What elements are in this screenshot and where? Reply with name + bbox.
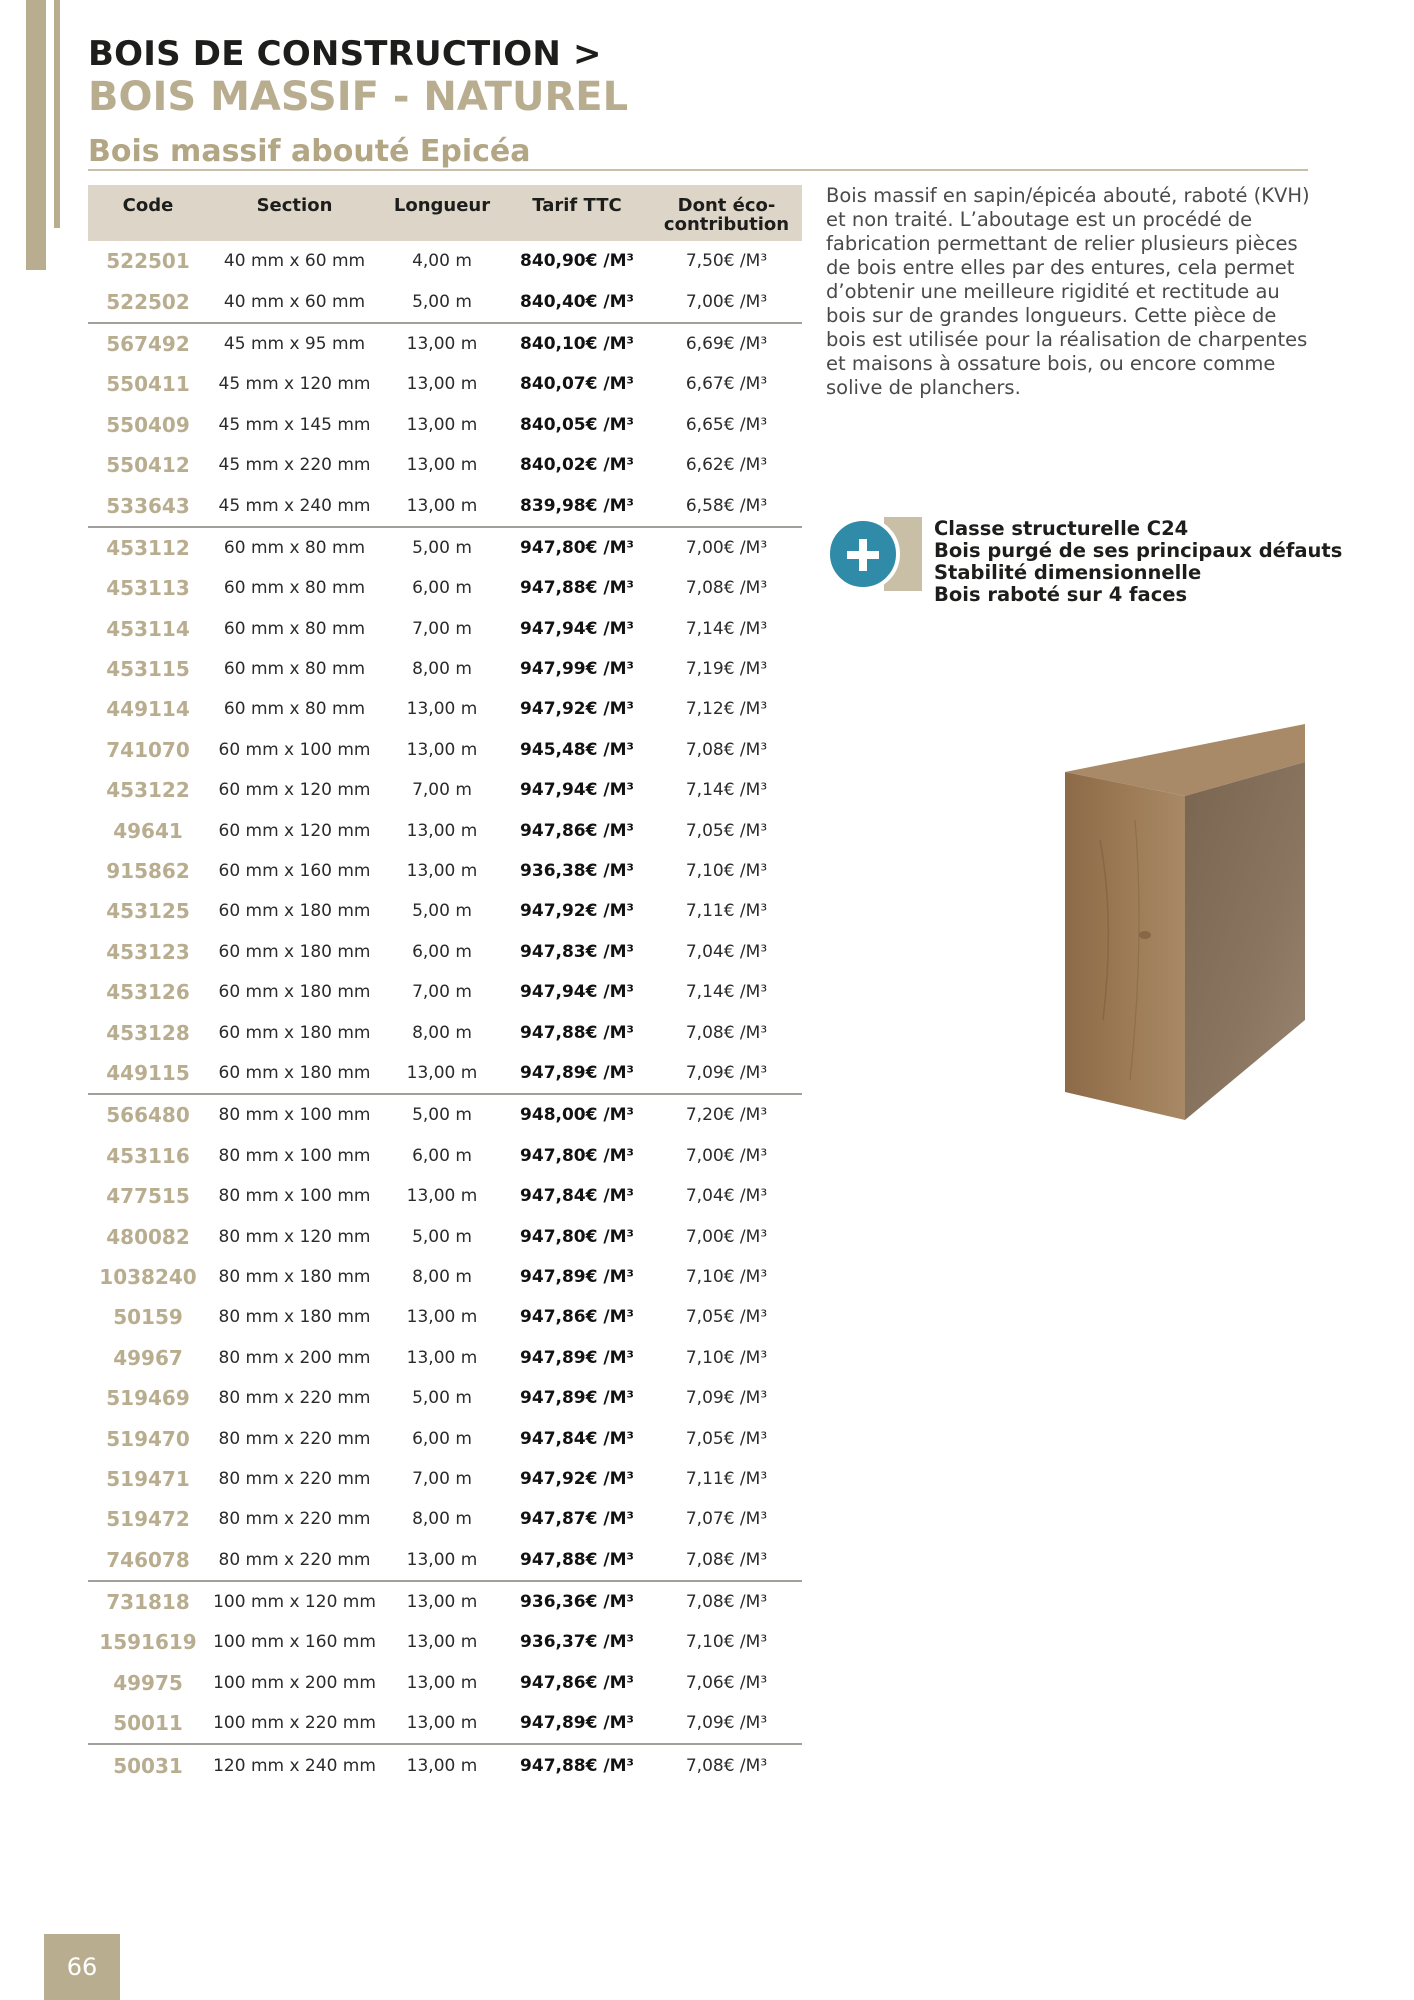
length-cell: 7,00 m	[412, 1468, 472, 1489]
length-cell: 8,00 m	[412, 1509, 472, 1530]
section-cell: 80 mm x 100 mm	[218, 1105, 371, 1126]
price-cell: 947,89€ /M³	[520, 1266, 634, 1287]
feature-item: Bois raboté sur 4 faces	[934, 583, 1188, 606]
price-cell: 947,89€ /M³	[520, 1388, 634, 1409]
product-code: 1591619	[99, 1630, 197, 1655]
table-row	[88, 1053, 802, 1093]
table-row	[88, 689, 802, 729]
length-cell: 13,00 m	[406, 861, 478, 882]
price-cell: 947,89€ /M³	[520, 1063, 634, 1083]
section-cell: 60 mm x 180 mm	[218, 1063, 371, 1083]
length-cell: 13,00 m	[406, 455, 478, 476]
section-cell: 80 mm x 220 mm	[218, 1428, 371, 1449]
product-code: 550411	[106, 372, 190, 397]
section-cell: 60 mm x 120 mm	[218, 780, 371, 801]
price-cell: 840,40€ /M³	[520, 291, 634, 312]
price-cell: 948,00€ /M³	[520, 1105, 634, 1126]
eco-contribution-cell: 7,00€ /M³	[685, 537, 768, 558]
price-cell: 947,88€ /M³	[520, 1755, 634, 1776]
product-code: 522501	[106, 249, 190, 274]
section-cell: 60 mm x 120 mm	[218, 820, 371, 841]
price-cell: 840,05€ /M³	[520, 414, 634, 435]
product-code: 519470	[106, 1426, 190, 1451]
length-cell: 13,00 m	[406, 333, 478, 354]
length-cell: 13,00 m	[406, 1186, 478, 1207]
length-cell: 4,00 m	[412, 251, 472, 272]
price-cell: 936,36€ /M³	[520, 1592, 634, 1613]
product-description: Bois massif en sapin/épicéa abouté, raboté (KVH) et non traité. L’aboutage est un procédé de fabrication permettant de relier plusieurs pièces de bois entre elles par des entures, cela permet d’obtenir une meilleure rigidité et rectitude au bois sur de grandes longueurs. Cette pièce de bois est utilisée pour la réalisation de charpentes et maisons à ossature bois, ou encore comme solive de planchers.	[826, 184, 1310, 399]
table-row	[88, 364, 802, 404]
eco-contribution-cell: 7,12€ /M³	[685, 699, 768, 720]
product-code: 746078	[106, 1547, 190, 1572]
feature-list	[934, 518, 1342, 606]
table-row	[88, 1540, 802, 1580]
eco-contribution-cell: 7,04€ /M³	[685, 941, 768, 962]
table-row	[88, 1580, 802, 1622]
product-code: 49641	[113, 818, 183, 843]
length-cell: 8,00 m	[412, 659, 472, 680]
product-code: 566480	[106, 1103, 190, 1128]
length-cell: 5,00 m	[412, 1388, 472, 1409]
eco-contribution-cell: 7,09€ /M³	[685, 1388, 768, 1409]
length-cell: 6,00 m	[412, 1145, 472, 1166]
eco-contribution-cell: 7,10€ /M³	[685, 861, 768, 882]
table-row	[88, 1743, 802, 1785]
table-row	[88, 1012, 802, 1052]
length-cell: 7,00 m	[412, 618, 472, 639]
length-cell: 13,00 m	[406, 1632, 478, 1653]
page-title: BOIS MASSIF - NATUREL	[88, 74, 629, 120]
length-cell: 5,00 m	[412, 1105, 472, 1126]
eco-contribution-cell: 7,00€ /M³	[685, 1226, 768, 1247]
length-cell: 13,00 m	[406, 699, 478, 720]
plus-icon	[826, 517, 900, 591]
subtitle-divider	[88, 169, 1308, 171]
eco-contribution-cell: 7,05€ /M³	[685, 1307, 768, 1328]
eco-contribution-cell: 7,10€ /M³	[685, 1266, 768, 1287]
length-cell: 7,00 m	[412, 780, 472, 801]
length-cell: 13,00 m	[406, 495, 478, 516]
length-cell: 5,00 m	[412, 537, 472, 558]
table-row	[88, 322, 802, 364]
price-cell: 947,89€ /M³	[520, 1347, 634, 1368]
eco-contribution-cell: 6,62€ /M³	[685, 455, 768, 476]
feature-item: Bois purgé de ses principaux défauts	[934, 539, 1343, 562]
product-code: 453125	[106, 899, 190, 924]
eco-contribution-cell: 7,05€ /M³	[685, 820, 768, 841]
section-cell: 60 mm x 180 mm	[218, 982, 371, 1003]
length-cell: 13,00 m	[406, 374, 478, 395]
section-cell: 60 mm x 180 mm	[218, 901, 371, 922]
table-row	[88, 281, 802, 321]
eco-contribution-cell: 7,14€ /M³	[685, 780, 768, 801]
eco-contribution-cell: 6,67€ /M³	[685, 374, 768, 395]
price-cell: 947,92€ /M³	[520, 699, 634, 720]
price-cell: 947,89€ /M³	[520, 1713, 634, 1734]
price-cell: 840,90€ /M³	[520, 251, 634, 272]
product-code: 480082	[106, 1224, 190, 1249]
section-cell: 80 mm x 220 mm	[218, 1549, 371, 1570]
eco-contribution-cell: 7,05€ /M³	[685, 1428, 768, 1449]
product-code: 50159	[113, 1305, 183, 1330]
section-cell: 60 mm x 180 mm	[218, 1022, 371, 1043]
product-code: 50031	[113, 1753, 183, 1778]
product-code: 519471	[106, 1466, 190, 1491]
length-cell: 6,00 m	[412, 941, 472, 962]
eco-contribution-cell: 7,08€ /M³	[685, 739, 768, 760]
price-cell: 840,07€ /M³	[520, 374, 634, 395]
price-cell: 839,98€ /M³	[520, 495, 634, 516]
eco-contribution-cell: 7,14€ /M³	[685, 982, 768, 1003]
table-row	[88, 1459, 802, 1499]
length-cell: 13,00 m	[406, 1592, 478, 1613]
eco-contribution-cell: 6,58€ /M³	[685, 495, 768, 516]
section-cell: 80 mm x 220 mm	[218, 1388, 371, 1409]
advantages-badge	[826, 517, 922, 591]
eco-contribution-cell: 7,08€ /M³	[685, 578, 768, 599]
price-cell: 947,99€ /M³	[520, 659, 634, 680]
product-code: 533643	[106, 493, 190, 518]
length-cell: 13,00 m	[406, 1307, 478, 1328]
section-cell: 60 mm x 80 mm	[223, 578, 366, 599]
page-number: 66	[44, 1934, 120, 2000]
section-cell: 45 mm x 120 mm	[218, 374, 371, 395]
price-cell: 947,80€ /M³	[520, 1226, 634, 1247]
eco-contribution-cell: 7,10€ /M³	[685, 1632, 768, 1653]
eco-contribution-cell: 7,50€ /M³	[685, 251, 768, 272]
section-cell: 80 mm x 180 mm	[218, 1307, 371, 1328]
length-cell: 5,00 m	[412, 901, 472, 922]
product-code: 550409	[106, 412, 190, 437]
product-code: 49975	[113, 1670, 183, 1695]
header-eco-contribution	[651, 185, 802, 234]
section-cell: 100 mm x 220 mm	[213, 1713, 376, 1734]
section-cell: 80 mm x 220 mm	[218, 1468, 371, 1489]
table-row	[88, 1176, 802, 1216]
eco-contribution-cell: 7,09€ /M³	[685, 1063, 768, 1083]
length-cell: 13,00 m	[406, 1063, 478, 1083]
price-cell: 947,94€ /M³	[520, 982, 634, 1003]
section-cell: 80 mm x 220 mm	[218, 1509, 371, 1530]
length-cell: 13,00 m	[406, 1549, 478, 1570]
table-row	[88, 891, 802, 931]
table-row	[88, 1338, 802, 1378]
section-cell: 40 mm x 60 mm	[223, 251, 366, 272]
price-cell: 947,86€ /M³	[520, 820, 634, 841]
price-cell: 936,37€ /M³	[520, 1632, 634, 1653]
table-row	[88, 1378, 802, 1418]
eco-contribution-cell: 7,19€ /M³	[685, 659, 768, 680]
product-code: 567492	[106, 331, 190, 356]
table-row	[88, 405, 802, 445]
product-code: 453112	[106, 535, 190, 560]
table-row	[88, 932, 802, 972]
section-cell: 60 mm x 180 mm	[218, 941, 371, 962]
section-cell: 60 mm x 80 mm	[223, 659, 366, 680]
price-cell: 947,86€ /M³	[520, 1672, 634, 1693]
price-cell: 947,84€ /M³	[520, 1186, 634, 1207]
eco-contribution-cell: 7,11€ /M³	[685, 1468, 768, 1489]
eco-contribution-cell: 7,14€ /M³	[685, 618, 768, 639]
product-code: 453128	[106, 1020, 190, 1045]
product-code: 522502	[106, 289, 190, 314]
section-cell: 60 mm x 160 mm	[218, 861, 371, 882]
decorative-bar	[26, 0, 46, 270]
section-cell: 60 mm x 80 mm	[223, 618, 366, 639]
header-section: Section	[256, 195, 333, 216]
table-row	[88, 770, 802, 810]
table-row	[88, 730, 802, 770]
eco-contribution-cell: 7,08€ /M³	[685, 1755, 768, 1776]
table-row	[88, 1663, 802, 1703]
price-cell: 947,83€ /M³	[520, 941, 634, 962]
eco-contribution-cell: 7,07€ /M³	[685, 1509, 768, 1530]
eco-contribution-cell: 6,69€ /M³	[685, 333, 768, 354]
product-code: 731818	[106, 1590, 190, 1615]
eco-contribution-cell: 7,08€ /M³	[685, 1592, 768, 1613]
length-cell: 13,00 m	[406, 414, 478, 435]
eco-contribution-cell: 7,00€ /M³	[685, 1145, 768, 1166]
eco-contribution-cell: 7,06€ /M³	[685, 1672, 768, 1693]
product-code: 477515	[106, 1184, 190, 1209]
product-code: 519469	[106, 1386, 190, 1411]
product-code: 453123	[106, 939, 190, 964]
product-code: 50011	[113, 1711, 183, 1736]
product-code: 453126	[106, 980, 190, 1005]
table-row	[88, 1297, 802, 1337]
price-cell: 947,88€ /M³	[520, 1022, 634, 1043]
eco-contribution-cell: 7,10€ /M³	[685, 1347, 768, 1368]
table-row	[88, 445, 802, 485]
eco-contribution-cell: 7,04€ /M³	[685, 1186, 768, 1207]
table-row	[88, 1216, 802, 1256]
eco-contribution-cell: 7,08€ /M³	[685, 1022, 768, 1043]
section-cell: 80 mm x 100 mm	[218, 1186, 371, 1207]
price-cell: 947,94€ /M³	[520, 780, 634, 801]
price-cell: 947,84€ /M³	[520, 1428, 634, 1449]
header-longueur: Longueur	[393, 195, 491, 216]
product-code: 550412	[106, 453, 190, 478]
table-row	[88, 1622, 802, 1662]
product-code: 49967	[113, 1345, 183, 1370]
header-eco-line2: contribution	[663, 214, 790, 235]
price-cell: 947,92€ /M³	[520, 1468, 634, 1489]
table-row	[88, 568, 802, 608]
table-row	[88, 972, 802, 1012]
price-cell: 936,38€ /M³	[520, 861, 634, 882]
length-cell: 13,00 m	[406, 1713, 478, 1734]
category-title: BOIS DE CONSTRUCTION >	[88, 34, 602, 74]
section-cell: 45 mm x 95 mm	[223, 333, 366, 354]
product-code: 915862	[106, 859, 190, 884]
section-cell: 45 mm x 220 mm	[218, 455, 371, 476]
section-cell: 80 mm x 180 mm	[218, 1266, 371, 1287]
price-cell: 947,92€ /M³	[520, 901, 634, 922]
section-cell: 80 mm x 100 mm	[218, 1145, 371, 1166]
product-code: 453122	[106, 778, 190, 803]
table-row	[88, 810, 802, 850]
section-cell: 40 mm x 60 mm	[223, 291, 366, 312]
product-code: 453116	[106, 1143, 190, 1168]
table-row	[88, 649, 802, 689]
section-cell: 100 mm x 160 mm	[213, 1632, 376, 1653]
decorative-bar-thin	[54, 0, 60, 228]
table-header	[88, 185, 802, 241]
table-row	[88, 851, 802, 891]
eco-contribution-cell: 7,00€ /M³	[685, 291, 768, 312]
length-cell: 5,00 m	[412, 291, 472, 312]
section-cell: 45 mm x 145 mm	[218, 414, 371, 435]
table-row	[88, 241, 802, 281]
product-code: 519472	[106, 1507, 190, 1532]
timber-beam-image	[1005, 720, 1315, 1140]
price-table	[88, 185, 802, 1786]
table-body	[88, 241, 802, 1786]
feature-item: Stabilité dimensionnelle	[934, 561, 1202, 584]
section-cell: 45 mm x 240 mm	[218, 495, 371, 516]
product-code: 1038240	[99, 1264, 197, 1289]
length-cell: 5,00 m	[412, 1226, 472, 1247]
product-code: 453114	[106, 616, 190, 641]
price-cell: 947,88€ /M³	[520, 1549, 634, 1570]
table-row	[88, 1136, 802, 1176]
price-cell: 947,80€ /M³	[520, 537, 634, 558]
product-code: 453113	[106, 576, 190, 601]
price-cell: 947,87€ /M³	[520, 1509, 634, 1530]
price-cell: 947,94€ /M³	[520, 618, 634, 639]
section-cell: 60 mm x 100 mm	[218, 739, 371, 760]
table-row	[88, 609, 802, 649]
header-eco-line1: Dont éco-	[677, 195, 776, 216]
section-cell: 120 mm x 240 mm	[213, 1755, 376, 1776]
section-cell: 60 mm x 80 mm	[223, 699, 366, 720]
product-code: 449114	[106, 697, 190, 722]
price-cell: 840,02€ /M³	[520, 455, 634, 476]
length-cell: 13,00 m	[406, 1672, 478, 1693]
length-cell: 8,00 m	[412, 1022, 472, 1043]
section-cell: 80 mm x 200 mm	[218, 1347, 371, 1368]
section-cell: 100 mm x 120 mm	[213, 1592, 376, 1613]
price-cell: 840,10€ /M³	[520, 333, 634, 354]
section-cell: 60 mm x 80 mm	[223, 537, 366, 558]
feature-item: Classe structurelle C24	[934, 517, 1189, 540]
price-cell: 947,86€ /M³	[520, 1307, 634, 1328]
product-code: 449115	[106, 1061, 190, 1085]
price-cell: 947,88€ /M³	[520, 578, 634, 599]
section-cell: 80 mm x 120 mm	[218, 1226, 371, 1247]
eco-contribution-cell: 7,09€ /M³	[685, 1713, 768, 1734]
section-cell: 100 mm x 200 mm	[213, 1672, 376, 1693]
price-cell: 945,48€ /M³	[520, 739, 634, 760]
length-cell: 6,00 m	[412, 578, 472, 599]
table-row	[88, 1703, 802, 1743]
table-row	[88, 1093, 802, 1135]
table-row	[88, 1257, 802, 1297]
table-row	[88, 526, 802, 568]
header-tarif: Tarif TTC	[532, 195, 622, 216]
product-code: 453115	[106, 657, 190, 682]
eco-contribution-cell: 7,11€ /M³	[685, 901, 768, 922]
length-cell: 13,00 m	[406, 1755, 478, 1776]
table-row	[88, 1499, 802, 1539]
eco-contribution-cell: 7,20€ /M³	[685, 1105, 768, 1126]
eco-contribution-cell: 7,08€ /M³	[685, 1549, 768, 1570]
length-cell: 8,00 m	[412, 1266, 472, 1287]
product-code: 741070	[106, 737, 190, 762]
price-cell: 947,80€ /M³	[520, 1145, 634, 1166]
length-cell: 7,00 m	[412, 982, 472, 1003]
length-cell: 13,00 m	[406, 739, 478, 760]
length-cell: 13,00 m	[406, 1347, 478, 1368]
length-cell: 6,00 m	[412, 1428, 472, 1449]
table-row	[88, 1418, 802, 1458]
header-code: Code	[122, 195, 174, 216]
table-row	[88, 485, 802, 525]
eco-contribution-cell: 6,65€ /M³	[685, 414, 768, 435]
section-subtitle: Bois massif abouté Epicéa	[88, 134, 531, 169]
length-cell: 13,00 m	[406, 820, 478, 841]
